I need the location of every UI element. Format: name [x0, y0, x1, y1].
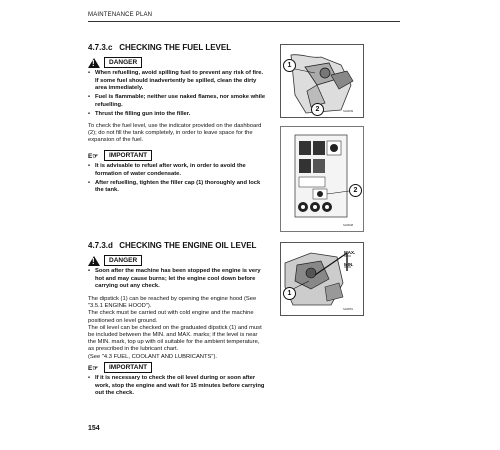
callout-2: 2 — [349, 184, 362, 197]
danger-label-fuel — [88, 57, 142, 68]
engine-dipstick-figure — [280, 242, 364, 316]
dipstick-min-label: MIN. — [344, 262, 354, 267]
danger-label: DANGER — [104, 255, 142, 266]
list-item: • When refuelling, avoid spilling fuel to prevent any risk of fire. If some fuel should inadvertently be spilled, clean the dirty area immediately. — [88, 70, 266, 93]
running-header: MAINTENANCE PLAN — [88, 12, 153, 18]
danger-bullets-oil — [88, 268, 266, 292]
section-title-oil — [88, 241, 256, 250]
figure-code: SH0051 — [343, 307, 354, 311]
danger-label-oil — [88, 255, 142, 266]
important-label-fuel — [88, 150, 152, 161]
paragraph: The oil level can be checked on the graduated dipstick (1) and must be included between the MIN. and MAX. marks; if the level is near the MIN. mark, top up with oil suitable for the ambient temperature, as prescribed in the lubricant chart. — [88, 324, 262, 353]
callout-2: 2 — [311, 103, 324, 116]
list-item: • Fuel is flammable; neither use naked flames, nor smoke while refuelling. — [88, 94, 266, 109]
pointing-hand-icon: E☞ — [88, 152, 99, 160]
warning-triangle-icon — [88, 58, 100, 68]
body-text-fuel: To check the fuel level, use the indicator provided on the dashboard (2); do not fill the tank completely, in order to leave space for the expansion of the fuel. — [88, 123, 262, 144]
header-rule — [88, 21, 400, 22]
paragraph: The dipstick (1) can be reached by opening the engine hood (See "3.5.1 ENGINE HOOD"). — [88, 296, 257, 310]
paragraph: The check must be carried out with cold engine and the machine positioned on level ground. — [88, 310, 254, 324]
danger-bullets-fuel — [88, 70, 266, 120]
important-label: IMPORTANT — [104, 362, 152, 373]
list-item: • After refuelling, tighten the filler cap (1) thoroughly and lock the tank. — [88, 180, 266, 195]
list-item: • It is advisable to refuel after work, in order to avoid the formation of water condensate. — [88, 163, 266, 178]
figure-code: SH0048 — [343, 223, 354, 227]
list-item: • Thrust the filling gun into the filler. — [88, 111, 266, 119]
important-label-oil — [88, 362, 152, 373]
danger-label: DANGER — [104, 57, 142, 68]
warning-triangle-icon — [88, 256, 100, 266]
page-number: 154 — [88, 425, 100, 432]
section-title-fuel — [88, 43, 231, 52]
list-item: • If it is necessary to check the oil level during or soon after work, stop the engine and wait for 15 minutes before carrying out the check. — [88, 375, 266, 398]
important-label: IMPORTANT — [104, 150, 152, 161]
paragraph: (See "4.3 FUEL, COOLANT AND LUBRICANTS"). — [88, 353, 217, 360]
section-number: 4.7.3.d — [88, 241, 113, 250]
body-text-oil — [88, 296, 266, 361]
important-bullets-oil — [88, 375, 266, 399]
figure-code: SH0049 — [343, 109, 354, 113]
section-title-text: CHECKING THE ENGINE OIL LEVEL — [119, 241, 257, 250]
important-bullets-fuel — [88, 163, 266, 196]
pointing-hand-icon: E☞ — [88, 364, 99, 372]
dashboard-indicator-figure — [280, 126, 364, 232]
fuel-filler-figure — [280, 44, 364, 118]
list-item: • Soon after the machine has been stopped the engine is very hot and may cause burns; let the engine cool down before carrying out any check. — [88, 268, 266, 291]
callout-1: 1 — [283, 287, 296, 300]
callout-1: 1 — [283, 59, 296, 72]
dipstick-max-label: MAX. — [344, 250, 356, 255]
section-number: 4.7.3.c — [88, 43, 113, 52]
section-title-text: CHECKING THE FUEL LEVEL — [119, 43, 232, 52]
